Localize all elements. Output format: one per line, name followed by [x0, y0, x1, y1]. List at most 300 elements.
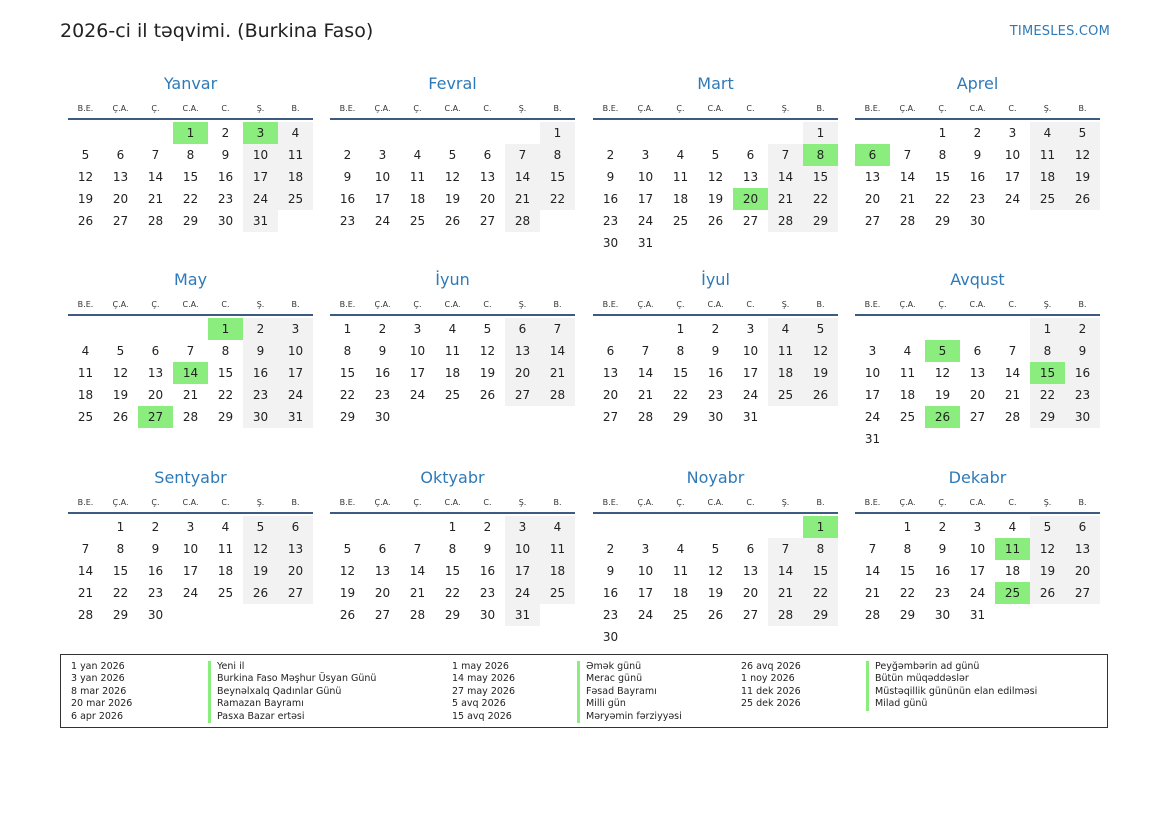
- weekday-label: B.: [1078, 497, 1087, 507]
- day-cell: 16: [602, 192, 619, 206]
- day-cell: 22: [672, 388, 689, 402]
- legend-holiday-name: Peyğəmbərin ad günü: [866, 661, 1037, 673]
- day-cell: 31: [742, 410, 759, 424]
- day-cell: 12: [803, 340, 838, 362]
- day-cell: 14: [77, 564, 94, 578]
- empty-cell: [698, 122, 733, 144]
- day-cell: 1: [903, 520, 912, 534]
- weekday-label: Ş.: [256, 103, 265, 113]
- day-cell: 24: [278, 384, 313, 406]
- day-cell: 1: [676, 322, 685, 336]
- day-cell: 12: [444, 170, 461, 184]
- day-cell: 21: [409, 586, 426, 600]
- weekday-header: [330, 98, 575, 120]
- empty-cell: [768, 122, 803, 144]
- day-cell: 9: [606, 564, 615, 578]
- day-cell: 18: [1030, 166, 1065, 188]
- weekday-label: B.E.: [339, 103, 356, 113]
- day-cell: 22: [339, 388, 356, 402]
- day-cell: 13: [479, 170, 496, 184]
- day-cell: 26: [707, 608, 724, 622]
- legend-date: 25 dek 2026: [741, 698, 801, 710]
- day-cell: 15: [803, 166, 838, 188]
- holiday-day-cell: 26: [925, 406, 960, 428]
- weekday-header: [593, 294, 838, 316]
- day-cell: 8: [116, 542, 125, 556]
- day-cell: 4: [903, 344, 912, 358]
- empty-cell: [890, 318, 925, 340]
- day-cell: 2: [243, 318, 278, 340]
- day-cell: 22: [182, 192, 199, 206]
- day-cell: 16: [934, 564, 951, 578]
- day-cell: 12: [77, 170, 94, 184]
- day-cell: 16: [147, 564, 164, 578]
- day-cell: 26: [243, 582, 278, 604]
- legend-date: 6 apr 2026: [71, 710, 124, 722]
- day-cell: 28: [182, 410, 199, 424]
- day-cell: 18: [540, 560, 575, 582]
- month-name: Oktyabr: [420, 468, 485, 487]
- weekday-label: B.E.: [339, 299, 356, 309]
- day-cell: 24: [243, 188, 278, 210]
- day-cell: 16: [602, 586, 619, 600]
- day-cell: 10: [637, 170, 654, 184]
- day-cell: 14: [768, 560, 803, 582]
- weekday-label: C.A.: [969, 299, 986, 309]
- day-cell: 27: [864, 214, 881, 228]
- weekday-label: B.E.: [339, 497, 356, 507]
- legend-date: 1 may 2026: [452, 661, 509, 672]
- day-cell: 29: [112, 608, 129, 622]
- day-cell: 10: [864, 366, 881, 380]
- day-cell: 30: [969, 214, 986, 228]
- day-cell: 27: [602, 410, 619, 424]
- day-cell: 8: [676, 344, 685, 358]
- day-cell: 15: [217, 366, 234, 380]
- day-cell: 24: [637, 608, 654, 622]
- empty-cell: [365, 122, 400, 144]
- holiday-day-cell: 1: [208, 318, 243, 340]
- day-cell: 13: [602, 366, 619, 380]
- day-cell: 7: [186, 344, 195, 358]
- day-cell: 1: [448, 520, 457, 534]
- day-cell: 19: [1030, 560, 1065, 582]
- month-calendar: [855, 74, 1100, 232]
- day-cell: 25: [444, 388, 461, 402]
- day-cell: 7: [903, 148, 912, 162]
- day-cell: 11: [278, 144, 313, 166]
- day-cell: 5: [343, 542, 352, 556]
- day-cell: 31: [969, 608, 986, 622]
- empty-cell: [400, 516, 435, 538]
- day-cell: 19: [479, 366, 496, 380]
- day-cell: 24: [505, 582, 540, 604]
- day-cell: 3: [186, 520, 195, 534]
- empty-cell: [400, 122, 435, 144]
- weekday-label: B.E.: [77, 103, 94, 113]
- weekday-header: [593, 492, 838, 514]
- holiday-day-cell: 14: [173, 362, 208, 384]
- day-cell: 14: [147, 170, 164, 184]
- day-cell: 27: [112, 214, 129, 228]
- empty-cell: [628, 122, 663, 144]
- brand-link[interactable]: TIMESLES.COM: [1009, 24, 1110, 39]
- month-calendar: [330, 468, 575, 626]
- weekday-label: C.: [221, 103, 230, 113]
- day-cell: 18: [278, 166, 313, 188]
- legend-holiday-name: Fəsad Bayramı: [577, 686, 682, 698]
- weekday-label: C.: [746, 497, 755, 507]
- day-cell: 22: [803, 188, 838, 210]
- holiday-day-cell: 25: [995, 582, 1030, 604]
- empty-cell: [138, 318, 173, 340]
- day-cell: 17: [969, 564, 986, 578]
- day-cell: 23: [339, 214, 356, 228]
- weekday-label: Ç.A.: [637, 103, 654, 113]
- day-grid: [68, 122, 313, 232]
- day-cell: 10: [742, 344, 759, 358]
- day-cell: 24: [864, 410, 881, 424]
- day-cell: 23: [707, 388, 724, 402]
- day-cell: 21: [147, 192, 164, 206]
- weekday-header: [855, 98, 1100, 120]
- weekday-label: C.: [221, 497, 230, 507]
- day-cell: 4: [448, 322, 457, 336]
- day-cell: 2: [483, 520, 492, 534]
- weekday-label: B.: [816, 497, 825, 507]
- day-cell: 2: [1065, 318, 1100, 340]
- legend-date: 1 noy 2026: [741, 673, 795, 685]
- day-cell: 20: [147, 388, 164, 402]
- day-cell: 30: [147, 608, 164, 622]
- day-cell: 31: [243, 210, 278, 232]
- day-cell: 21: [864, 586, 881, 600]
- day-cell: 27: [969, 410, 986, 424]
- empty-cell: [890, 122, 925, 144]
- day-cell: 21: [182, 388, 199, 402]
- day-cell: 20: [112, 192, 129, 206]
- weekday-label: Ş.: [1043, 103, 1052, 113]
- weekday-label: C.: [483, 103, 492, 113]
- day-cell: 22: [444, 586, 461, 600]
- day-cell: 22: [540, 188, 575, 210]
- holiday-day-cell: 8: [803, 144, 838, 166]
- day-cell: 25: [899, 410, 916, 424]
- holiday-day-cell: 20: [733, 188, 768, 210]
- weekday-label: B.E.: [77, 299, 94, 309]
- day-cell: 9: [711, 344, 720, 358]
- day-cell: 16: [479, 564, 496, 578]
- weekday-label: C.A.: [707, 103, 724, 113]
- day-cell: 20: [864, 192, 881, 206]
- empty-cell: [960, 318, 995, 340]
- day-cell: 30: [374, 410, 391, 424]
- day-cell: 12: [112, 366, 129, 380]
- weekday-label: Ş.: [1043, 497, 1052, 507]
- day-cell: 17: [505, 560, 540, 582]
- weekday-label: C.: [1008, 497, 1017, 507]
- day-cell: 30: [602, 630, 619, 644]
- day-cell: 23: [374, 388, 391, 402]
- day-cell: 2: [973, 126, 982, 140]
- day-cell: 3: [868, 344, 877, 358]
- day-grid: [330, 122, 575, 232]
- day-cell: 29: [934, 214, 951, 228]
- day-cell: 29: [803, 604, 838, 626]
- day-cell: 19: [1065, 166, 1100, 188]
- day-cell: 28: [1004, 410, 1021, 424]
- day-cell: 4: [278, 122, 313, 144]
- weekday-label: Ç.: [938, 103, 947, 113]
- day-cell: 2: [151, 520, 160, 534]
- day-cell: 17: [864, 388, 881, 402]
- legend-holiday-name: Milli gün: [577, 698, 682, 710]
- empty-cell: [698, 516, 733, 538]
- day-cell: 2: [711, 322, 720, 336]
- day-cell: 20: [969, 388, 986, 402]
- weekday-label: Ç.: [938, 299, 947, 309]
- day-cell: 9: [973, 148, 982, 162]
- day-cell: 20: [374, 586, 391, 600]
- day-cell: 6: [278, 516, 313, 538]
- day-cell: 8: [1030, 340, 1065, 362]
- empty-cell: [330, 122, 365, 144]
- day-cell: 27: [742, 214, 759, 228]
- day-cell: 9: [483, 542, 492, 556]
- month-name: Sentyabr: [154, 468, 227, 487]
- weekday-label: B.: [816, 299, 825, 309]
- day-cell: 25: [768, 384, 803, 406]
- day-cell: 9: [378, 344, 387, 358]
- month-calendar: [330, 74, 575, 232]
- day-cell: 29: [217, 410, 234, 424]
- legend-holiday-name: Pasxa Bazar ertəsi: [208, 711, 376, 723]
- day-cell: 28: [409, 608, 426, 622]
- empty-cell: [855, 318, 890, 340]
- legend-date: 1 yan 2026: [71, 661, 125, 672]
- weekday-label: Ç.A.: [112, 299, 129, 309]
- day-cell: 21: [505, 188, 540, 210]
- day-cell: 12: [707, 564, 724, 578]
- day-cell: 7: [413, 542, 422, 556]
- legend-date: 27 may 2026: [452, 685, 516, 697]
- weekday-label: B.: [1078, 103, 1087, 113]
- day-cell: 1: [540, 122, 575, 144]
- day-cell: 16: [243, 362, 278, 384]
- day-cell: 7: [540, 318, 575, 340]
- legend-holiday-name: Əmək günü: [577, 661, 682, 673]
- weekday-label: Ç.: [413, 103, 422, 113]
- day-cell: 11: [540, 538, 575, 560]
- month-name: Avqust: [950, 270, 1005, 289]
- day-cell: 11: [672, 170, 689, 184]
- day-cell: 2: [343, 148, 352, 162]
- weekday-label: C.A.: [707, 497, 724, 507]
- day-cell: 26: [1030, 582, 1065, 604]
- weekday-label: B.: [553, 103, 562, 113]
- month-name: Mart: [697, 74, 734, 93]
- day-cell: 30: [934, 608, 951, 622]
- day-cell: 10: [182, 542, 199, 556]
- day-cell: 1: [938, 126, 947, 140]
- day-cell: 13: [374, 564, 391, 578]
- day-cell: 7: [1008, 344, 1017, 358]
- day-cell: 28: [77, 608, 94, 622]
- day-cell: 31: [278, 406, 313, 428]
- legend-holiday-name: Burkina Faso Məşhur Üsyan Günü: [208, 673, 376, 685]
- day-cell: 13: [742, 564, 759, 578]
- day-cell: 11: [409, 170, 426, 184]
- weekday-label: C.A.: [444, 299, 461, 309]
- weekday-label: C.: [483, 299, 492, 309]
- day-cell: 9: [151, 542, 160, 556]
- day-cell: 15: [899, 564, 916, 578]
- day-cell: 3: [641, 542, 650, 556]
- day-grid: [68, 318, 313, 428]
- day-cell: 3: [973, 520, 982, 534]
- day-cell: 17: [243, 166, 278, 188]
- day-cell: 23: [934, 586, 951, 600]
- day-cell: 9: [938, 542, 947, 556]
- weekday-header: [68, 492, 313, 514]
- day-cell: 4: [676, 148, 685, 162]
- day-cell: 11: [672, 564, 689, 578]
- day-cell: 13: [969, 366, 986, 380]
- empty-cell: [68, 122, 103, 144]
- day-cell: 23: [147, 586, 164, 600]
- day-cell: 18: [1004, 564, 1021, 578]
- weekday-label: B.E.: [602, 103, 619, 113]
- legend-holiday-name: Beynəlxalq Qadınlar Günü: [208, 686, 376, 698]
- day-cell: 8: [448, 542, 457, 556]
- day-cell: 12: [1065, 144, 1100, 166]
- weekday-label: C.A.: [444, 103, 461, 113]
- legend-date: 15 avq 2026: [452, 710, 512, 722]
- day-grid: [593, 318, 838, 428]
- month-name: İyun: [435, 270, 470, 289]
- day-cell: 7: [868, 542, 877, 556]
- day-cell: 28: [147, 214, 164, 228]
- day-cell: 6: [746, 542, 755, 556]
- holiday-day-cell: 11: [995, 538, 1030, 560]
- weekday-label: Ç.: [938, 497, 947, 507]
- day-cell: 8: [343, 344, 352, 358]
- month-name: Yanvar: [163, 74, 218, 93]
- page-title: 2026-ci il təqvimi. (Burkina Faso): [60, 20, 374, 42]
- legend-date: 14 may 2026: [452, 673, 516, 685]
- day-cell: 9: [221, 148, 230, 162]
- day-cell: 7: [151, 148, 160, 162]
- day-cell: 9: [606, 170, 615, 184]
- day-cell: 18: [77, 388, 94, 402]
- legend-holiday-name: Yeni il: [208, 661, 376, 673]
- weekday-label: Ç.A.: [899, 103, 916, 113]
- day-cell: 3: [505, 516, 540, 538]
- weekday-label: Ç.: [151, 299, 160, 309]
- legend-date: 8 mar 2026: [71, 685, 127, 697]
- empty-cell: [505, 122, 540, 144]
- day-cell: 6: [746, 148, 755, 162]
- day-cell: 15: [444, 564, 461, 578]
- weekday-label: C.A.: [182, 103, 199, 113]
- day-cell: 5: [803, 318, 838, 340]
- day-cell: 22: [112, 586, 129, 600]
- day-cell: 16: [339, 192, 356, 206]
- day-cell: 18: [672, 192, 689, 206]
- day-cell: 26: [707, 214, 724, 228]
- day-cell: 5: [116, 344, 125, 358]
- weekday-label: Ş.: [256, 497, 265, 507]
- day-cell: 22: [1030, 384, 1065, 406]
- empty-cell: [435, 122, 470, 144]
- day-cell: 1: [1030, 318, 1065, 340]
- weekday-label: B.E.: [864, 497, 881, 507]
- day-cell: 11: [217, 542, 234, 556]
- day-grid: [330, 516, 575, 626]
- month-calendar: [68, 270, 313, 428]
- day-cell: 27: [505, 384, 540, 406]
- weekday-label: Ç.A.: [374, 497, 391, 507]
- day-cell: 6: [378, 542, 387, 556]
- day-cell: 7: [641, 344, 650, 358]
- day-cell: 10: [374, 170, 391, 184]
- empty-cell: [925, 318, 960, 340]
- day-cell: 31: [505, 604, 540, 626]
- day-cell: 30: [217, 214, 234, 228]
- day-cell: 14: [899, 170, 916, 184]
- weekday-header: [855, 294, 1100, 316]
- day-cell: 4: [768, 318, 803, 340]
- weekday-label: Ç.A.: [374, 299, 391, 309]
- day-cell: 14: [505, 166, 540, 188]
- day-cell: 17: [742, 366, 759, 380]
- day-cell: 10: [243, 144, 278, 166]
- weekday-label: C.A.: [182, 497, 199, 507]
- day-cell: 27: [278, 582, 313, 604]
- day-cell: 15: [540, 166, 575, 188]
- holiday-day-cell: 27: [138, 406, 173, 428]
- day-cell: 20: [742, 586, 759, 600]
- day-cell: 30: [243, 406, 278, 428]
- day-cell: 18: [768, 362, 803, 384]
- day-cell: 30: [1065, 406, 1100, 428]
- day-cell: 2: [606, 542, 615, 556]
- day-cell: 6: [116, 148, 125, 162]
- day-cell: 6: [1065, 516, 1100, 538]
- day-cell: 19: [339, 586, 356, 600]
- day-cell: 19: [243, 560, 278, 582]
- day-cell: 10: [1004, 148, 1021, 162]
- day-cell: 5: [1030, 516, 1065, 538]
- day-cell: 18: [444, 366, 461, 380]
- empty-cell: [768, 516, 803, 538]
- day-cell: 19: [77, 192, 94, 206]
- day-cell: 1: [803, 122, 838, 144]
- day-cell: 5: [483, 322, 492, 336]
- day-cell: 24: [182, 586, 199, 600]
- day-cell: 14: [1004, 366, 1021, 380]
- holiday-day-cell: 5: [925, 340, 960, 362]
- day-cell: 16: [1065, 362, 1100, 384]
- day-cell: 3: [413, 322, 422, 336]
- day-cell: 9: [1065, 340, 1100, 362]
- day-cell: 20: [505, 362, 540, 384]
- day-cell: 4: [1030, 122, 1065, 144]
- weekday-label: Ç.A.: [112, 497, 129, 507]
- weekday-header: [330, 294, 575, 316]
- day-cell: 19: [707, 586, 724, 600]
- empty-cell: [855, 122, 890, 144]
